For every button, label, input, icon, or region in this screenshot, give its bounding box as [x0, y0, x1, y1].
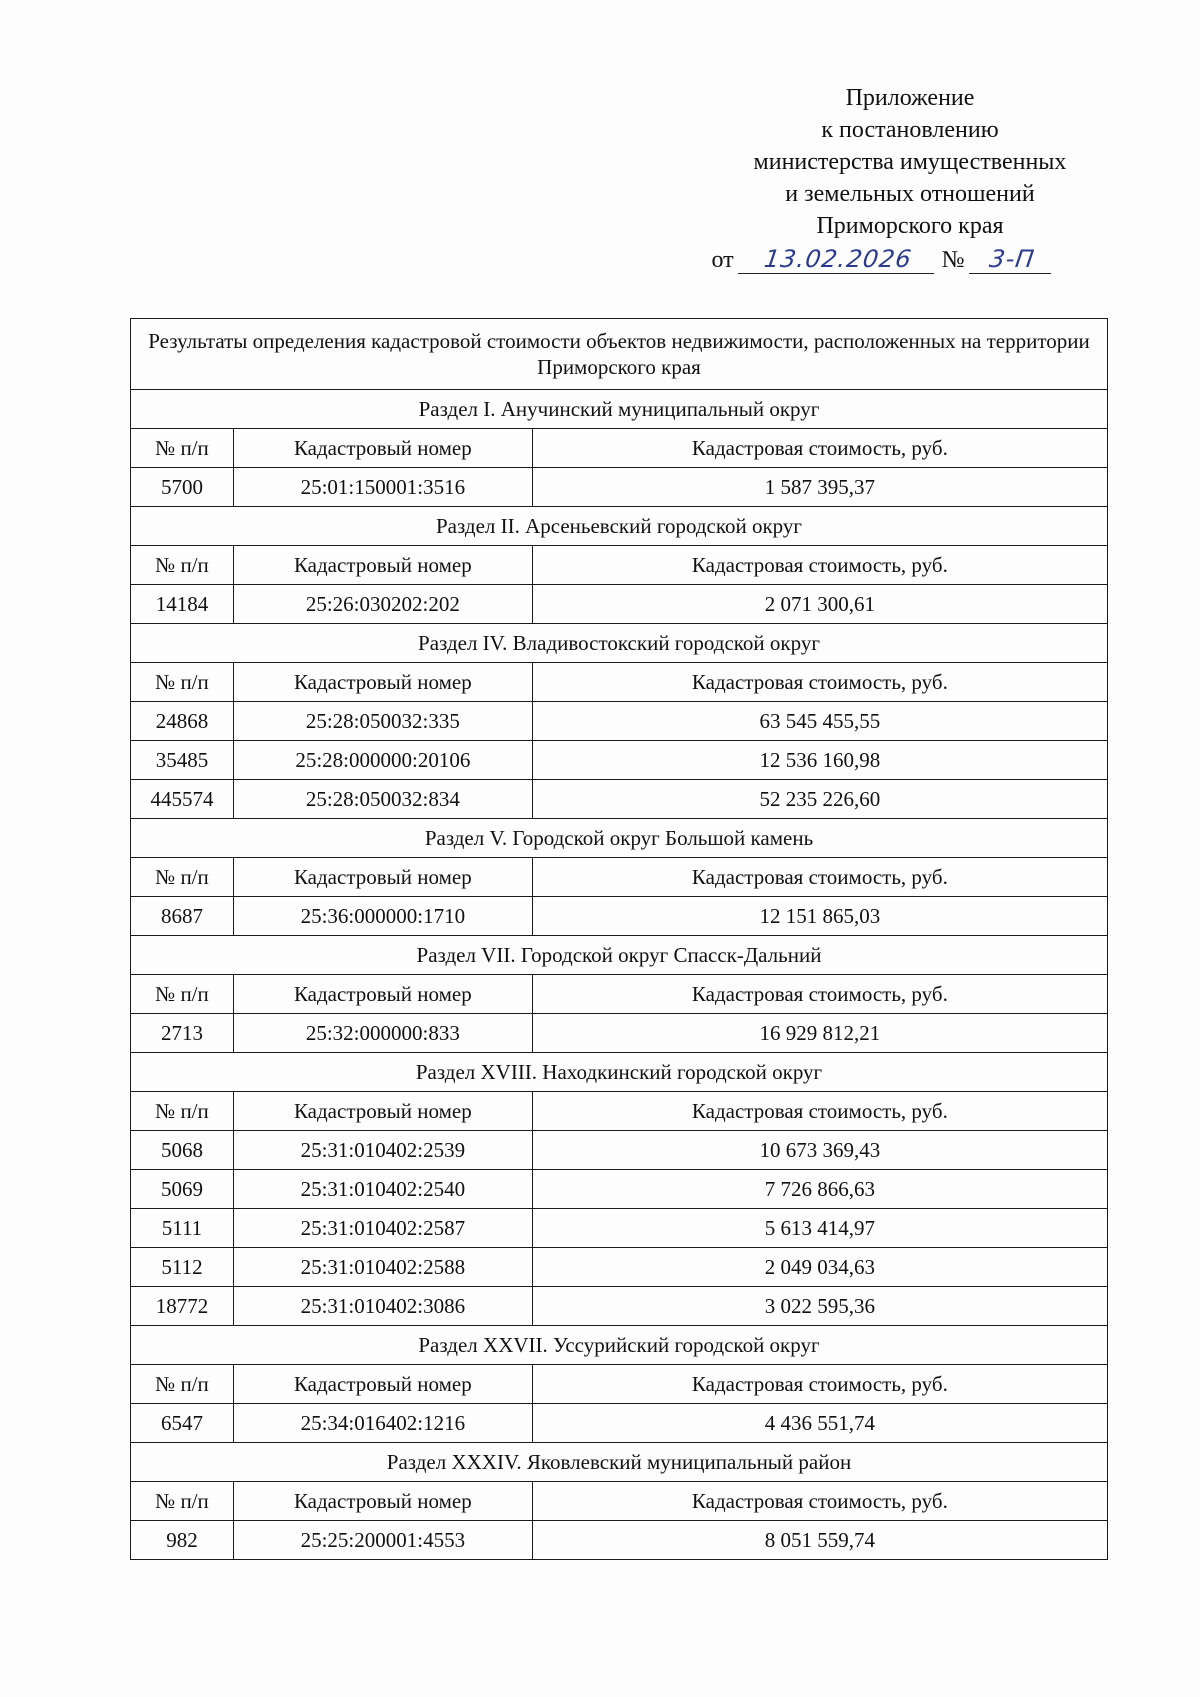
cell-number: 445574 — [131, 780, 234, 819]
header-cadastral-number: Кадастровый номер — [233, 858, 532, 897]
appendix-line: к постановлению — [821, 117, 999, 143]
section-row — [131, 624, 1108, 663]
table-title-row — [131, 319, 1108, 390]
cell-cadastral-value: 2 071 300,61 — [532, 585, 1107, 624]
table-body — [131, 319, 1108, 1560]
header-number: № п/п — [131, 1092, 234, 1131]
section-row — [131, 507, 1108, 546]
date-prefix: от — [711, 247, 734, 273]
column-header-row — [131, 663, 1108, 702]
number-prefix: № — [941, 247, 965, 273]
cell-number: 982 — [131, 1521, 234, 1560]
section-title: Раздел XVIII. Находкинский городской округ — [131, 1053, 1108, 1092]
cell-cadastral-number: 25:28:000000:20106 — [233, 741, 532, 780]
section-row — [131, 936, 1108, 975]
table-row — [131, 1521, 1108, 1560]
header-cadastral-value: Кадастровая стоимость, руб. — [532, 663, 1107, 702]
appendix-line: Приморского края — [816, 213, 1004, 239]
cell-number: 8687 — [131, 897, 234, 936]
table-row — [131, 780, 1108, 819]
section-title: Раздел II. Арсеньевский городской округ — [131, 507, 1108, 546]
cell-number: 6547 — [131, 1404, 234, 1443]
column-header-row — [131, 546, 1108, 585]
cell-cadastral-number: 25:32:000000:833 — [233, 1014, 532, 1053]
cell-cadastral-number: 25:28:050032:834 — [233, 780, 532, 819]
cell-number: 5700 — [131, 468, 234, 507]
section-title: Раздел VII. Городской округ Спасск-Дальний — [131, 936, 1108, 975]
cell-cadastral-number: 25:25:200001:4553 — [233, 1521, 532, 1560]
cell-cadastral-value: 3 022 595,36 — [532, 1287, 1107, 1326]
cell-cadastral-number: 25:31:010402:2587 — [233, 1209, 532, 1248]
header-cadastral-value: Кадастровая стоимость, руб. — [532, 429, 1107, 468]
table-row — [131, 585, 1108, 624]
section-row — [131, 390, 1108, 429]
cell-cadastral-number: 25:26:030202:202 — [233, 585, 532, 624]
handwritten-date: 13.02.2026 — [738, 245, 938, 274]
cell-cadastral-value: 4 436 551,74 — [532, 1404, 1107, 1443]
column-header-row — [131, 1482, 1108, 1521]
cell-number: 5069 — [131, 1170, 234, 1209]
appendix-line: и земельных отношений — [785, 181, 1035, 207]
cell-cadastral-number: 25:31:010402:2540 — [233, 1170, 532, 1209]
table-row — [131, 1404, 1108, 1443]
table-row — [131, 1170, 1108, 1209]
cell-number: 5112 — [131, 1248, 234, 1287]
cell-number: 18772 — [131, 1287, 234, 1326]
section-row — [131, 1443, 1108, 1482]
header-cadastral-number: Кадастровый номер — [233, 429, 532, 468]
table-row — [131, 1209, 1108, 1248]
column-header-row — [131, 1092, 1108, 1131]
cell-cadastral-value: 1 587 395,37 — [532, 468, 1107, 507]
column-header-row — [131, 429, 1108, 468]
header-cadastral-number: Кадастровый номер — [233, 1092, 532, 1131]
cell-number: 35485 — [131, 741, 234, 780]
section-row — [131, 819, 1108, 858]
cell-cadastral-value: 12 151 865,03 — [532, 897, 1107, 936]
cell-cadastral-number: 25:31:010402:2539 — [233, 1131, 532, 1170]
header-cadastral-number: Кадастровый номер — [233, 1482, 532, 1521]
section-row — [131, 1326, 1108, 1365]
appendix-line: Приложение — [845, 85, 975, 111]
column-header-row — [131, 858, 1108, 897]
section-title: Раздел I. Анучинский муниципальный округ — [131, 390, 1108, 429]
header-cadastral-value: Кадастровая стоимость, руб. — [532, 1092, 1107, 1131]
cell-cadastral-number: 25:01:150001:3516 — [233, 468, 532, 507]
table-row — [131, 468, 1108, 507]
header-number: № п/п — [131, 663, 234, 702]
header-cadastral-value: Кадастровая стоимость, руб. — [532, 858, 1107, 897]
cell-number: 2713 — [131, 1014, 234, 1053]
cell-cadastral-number: 25:31:010402:2588 — [233, 1248, 532, 1287]
cell-cadastral-value: 16 929 812,21 — [532, 1014, 1107, 1053]
header-cadastral-number: Кадастровый номер — [233, 546, 532, 585]
cell-cadastral-value: 52 235 226,60 — [532, 780, 1107, 819]
section-title: Раздел XXXIV. Яковлевский муниципальный район — [131, 1443, 1108, 1482]
cell-cadastral-value: 2 049 034,63 — [532, 1248, 1107, 1287]
table-row — [131, 1014, 1108, 1053]
header-number: № п/п — [131, 546, 234, 585]
table-row — [131, 702, 1108, 741]
cell-cadastral-value: 12 536 160,98 — [532, 741, 1107, 780]
section-row — [131, 1053, 1108, 1092]
column-header-row — [131, 1365, 1108, 1404]
cell-cadastral-value: 63 545 455,55 — [532, 702, 1107, 741]
cell-cadastral-value: 8 051 559,74 — [532, 1521, 1107, 1560]
header-number: № п/п — [131, 1482, 234, 1521]
cell-cadastral-number: 25:34:016402:1216 — [233, 1404, 532, 1443]
handwritten-number: 3-П — [968, 245, 1054, 274]
table-row — [131, 1131, 1108, 1170]
header-number: № п/п — [131, 858, 234, 897]
cell-cadastral-number: 25:28:050032:335 — [233, 702, 532, 741]
cell-cadastral-value: 10 673 369,43 — [532, 1131, 1107, 1170]
cell-cadastral-number: 25:36:000000:1710 — [233, 897, 532, 936]
table-row — [131, 741, 1108, 780]
header-cadastral-number: Кадастровый номер — [233, 1365, 532, 1404]
cell-cadastral-value: 5 613 414,97 — [532, 1209, 1107, 1248]
cell-number: 5111 — [131, 1209, 234, 1248]
section-title: Раздел V. Городской округ Большой камень — [131, 819, 1108, 858]
column-header-row — [131, 975, 1108, 1014]
resolution-date-row — [692, 244, 1072, 276]
header-cadastral-number: Кадастровый номер — [233, 975, 532, 1014]
table-row — [131, 1248, 1108, 1287]
cell-cadastral-number: 25:31:010402:3086 — [233, 1287, 532, 1326]
table-title: Результаты определения кадастровой стоимости объектов недвижимости, расположенных на территории Приморского края — [131, 319, 1108, 390]
cadastral-value-table — [130, 318, 1108, 1560]
header-cadastral-value: Кадастровая стоимость, руб. — [532, 975, 1107, 1014]
header-number: № п/п — [131, 1365, 234, 1404]
table-row — [131, 1287, 1108, 1326]
cell-number: 5068 — [131, 1131, 234, 1170]
header-number: № п/п — [131, 429, 234, 468]
header-cadastral-value: Кадастровая стоимость, руб. — [532, 1365, 1107, 1404]
section-title: Раздел XXVII. Уссурийский городской округ — [131, 1326, 1108, 1365]
cell-cadastral-value: 7 726 866,63 — [532, 1170, 1107, 1209]
table-row — [131, 897, 1108, 936]
cell-number: 14184 — [131, 585, 234, 624]
header-number: № п/п — [131, 975, 234, 1014]
header-cadastral-value: Кадастровая стоимость, руб. — [532, 1482, 1107, 1521]
header-cadastral-value: Кадастровая стоимость, руб. — [532, 546, 1107, 585]
header-cadastral-number: Кадастровый номер — [233, 663, 532, 702]
appendix-header — [711, 82, 1100, 276]
section-title: Раздел IV. Владивостокский городской округ — [131, 624, 1108, 663]
cell-number: 24868 — [131, 702, 234, 741]
appendix-line: министерства имущественных — [753, 149, 1067, 175]
